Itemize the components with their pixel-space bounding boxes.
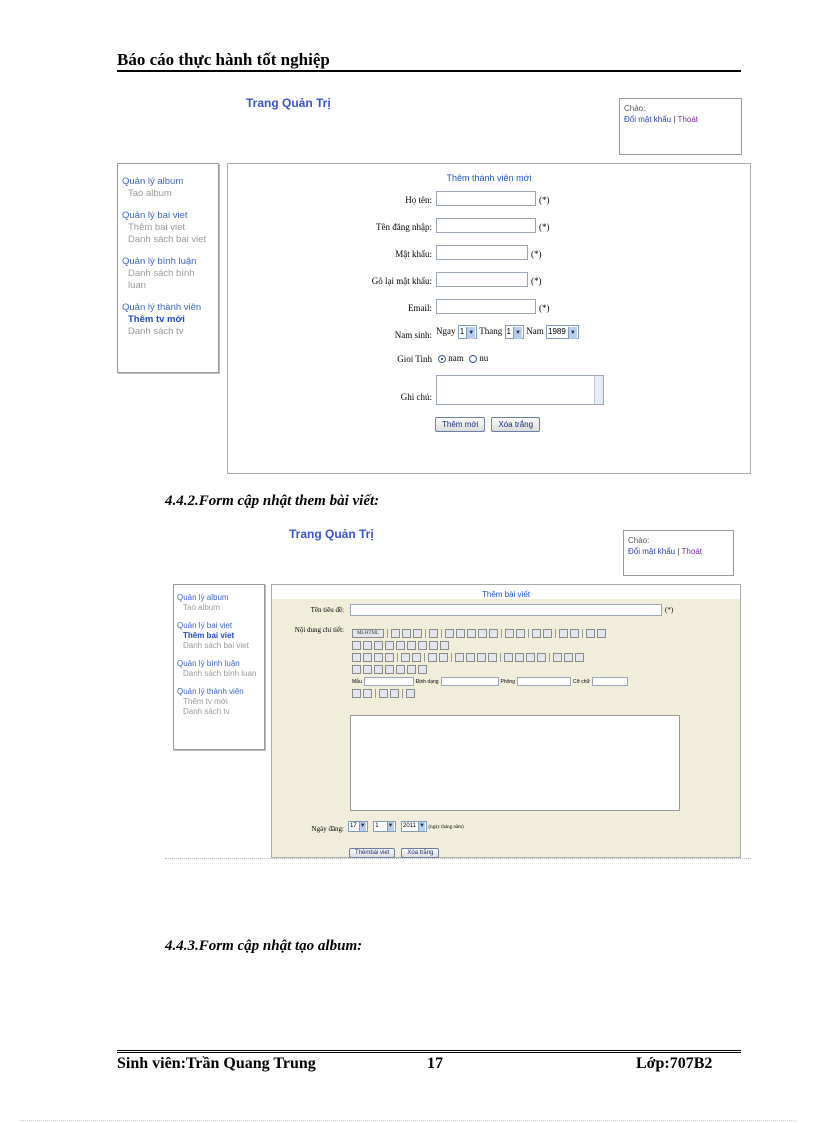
form-icon[interactable] bbox=[352, 641, 361, 650]
style-select[interactable] bbox=[364, 677, 414, 686]
underline-icon[interactable] bbox=[374, 653, 383, 662]
sidebar2-heading-members[interactable]: Quản lý thành viên bbox=[177, 687, 244, 696]
spellcheck-icon[interactable] bbox=[516, 629, 525, 638]
rich-text-editor bbox=[350, 625, 680, 811]
toolbar-row-4 bbox=[352, 664, 678, 675]
paste-text-icon[interactable] bbox=[478, 629, 487, 638]
username-label: Tên đăng nhập: bbox=[376, 222, 432, 232]
change-password-link-2[interactable]: Đổi mật khẩu bbox=[628, 547, 676, 556]
fullname-label: Họ tên: bbox=[405, 195, 432, 205]
footer-page-number: 17 bbox=[427, 1055, 443, 1072]
section-442-heading: 4.4.2.Form cập nhật them bài viết: bbox=[165, 493, 380, 509]
header-rule bbox=[117, 70, 741, 72]
birth-day-label: Ngay bbox=[436, 326, 456, 337]
gender-label: Gioi Tinh bbox=[397, 354, 432, 364]
chevron-down-icon: ▼ bbox=[568, 327, 577, 339]
table-icon[interactable] bbox=[374, 665, 383, 674]
member-form-actions bbox=[435, 414, 540, 432]
sidebar-item-add-article[interactable]: Thêm bai viet bbox=[128, 222, 186, 233]
bg-color-icon[interactable] bbox=[363, 689, 372, 698]
save-icon[interactable] bbox=[391, 629, 400, 638]
birth-month-select[interactable] bbox=[505, 325, 524, 339]
unlink-icon[interactable] bbox=[564, 653, 573, 662]
greeting-box bbox=[619, 98, 742, 155]
admin-title: Trang Quản Trị bbox=[246, 96, 331, 110]
footer-rule-top bbox=[117, 1050, 741, 1051]
button-field-icon[interactable] bbox=[418, 641, 427, 650]
sidebar-item-member-list[interactable]: Danh sách tv bbox=[128, 326, 184, 337]
gender-female-label: nu bbox=[479, 353, 489, 363]
div-icon[interactable] bbox=[488, 653, 497, 662]
editor-content-area[interactable] bbox=[350, 715, 680, 811]
find-icon[interactable] bbox=[559, 629, 568, 638]
add-member-panel bbox=[227, 163, 751, 474]
publish-month-value: 1 bbox=[375, 823, 379, 829]
chevron-down-icon: ▼ bbox=[418, 823, 425, 829]
new-page-icon[interactable] bbox=[402, 629, 411, 638]
section-443-heading: 4.4.3.Form cập nhật tạo album: bbox=[165, 938, 363, 954]
redo-icon[interactable] bbox=[543, 629, 552, 638]
link-separator: | bbox=[673, 115, 676, 124]
password-input[interactable] bbox=[436, 245, 528, 260]
templates-icon[interactable] bbox=[429, 629, 438, 638]
link-icon[interactable] bbox=[553, 653, 562, 662]
page-bottom-edge bbox=[20, 1120, 796, 1121]
article-title-label: Tên tiêu đề: bbox=[310, 606, 344, 614]
birth-year-label: Nam bbox=[526, 326, 544, 337]
smiley-icon[interactable] bbox=[396, 665, 405, 674]
blockquote-icon[interactable] bbox=[477, 653, 486, 662]
align-left-icon[interactable] bbox=[504, 653, 513, 662]
footer-rule-bottom bbox=[117, 1052, 741, 1053]
birth-row bbox=[436, 325, 579, 339]
article-content-label: Nội dung chi tiết: bbox=[294, 626, 344, 634]
gender-options bbox=[438, 353, 488, 363]
chevron-down-icon: ▼ bbox=[387, 823, 394, 829]
password-required: (*) bbox=[531, 249, 542, 259]
birth-month-label: Thang bbox=[479, 326, 503, 337]
subscript-icon[interactable] bbox=[401, 653, 410, 662]
format-label: Định dạng bbox=[415, 678, 439, 685]
cut-icon[interactable] bbox=[445, 629, 454, 638]
radio-icon[interactable] bbox=[374, 641, 383, 650]
select-all-icon[interactable] bbox=[586, 629, 595, 638]
sidebar2-item-comment-list[interactable]: Danh sách bình luan bbox=[183, 669, 257, 678]
toolbar-row-3 bbox=[352, 652, 678, 663]
publish-day-value: 17 bbox=[350, 823, 357, 829]
sidebar2-heading-comments[interactable]: Quản lý bình luận bbox=[177, 659, 240, 668]
password-label: Mật khẩu: bbox=[395, 249, 432, 259]
username-input[interactable] bbox=[436, 218, 536, 233]
retype-password-label: Gõ lại mật khẩu: bbox=[371, 276, 432, 286]
birth-year-select[interactable] bbox=[546, 325, 579, 339]
add-article-title: Thêm bài viết bbox=[481, 590, 531, 599]
email-label: Email: bbox=[408, 303, 432, 313]
logout-link-2[interactable]: Thoát bbox=[681, 547, 702, 556]
add-member-button[interactable]: Thêm mới bbox=[435, 417, 485, 432]
replace-icon[interactable] bbox=[570, 629, 579, 638]
footer-student: Sinh viên:Trần Quang Trung bbox=[117, 1055, 316, 1072]
toolbar-row-5 bbox=[352, 676, 678, 687]
publish-date-label: Ngày đăng: bbox=[311, 825, 344, 833]
sidebar-item-create-album[interactable]: Tao album bbox=[128, 188, 172, 199]
email-required: (*) bbox=[539, 303, 550, 313]
superscript-icon[interactable] bbox=[412, 653, 421, 662]
footer-class: Lớp:707B2 bbox=[636, 1055, 713, 1072]
sidebar-item-add-member[interactable]: Thêm tv mới bbox=[128, 314, 185, 325]
retype-password-required: (*) bbox=[531, 276, 542, 286]
page-break-icon[interactable] bbox=[418, 665, 427, 674]
greeting-box-2 bbox=[623, 530, 734, 576]
publish-year-value: 2011 bbox=[403, 823, 416, 829]
retype-password-input[interactable] bbox=[436, 272, 528, 287]
show-blocks-icon[interactable] bbox=[390, 689, 399, 698]
add-article-button[interactable]: Thêmbài viet bbox=[349, 848, 395, 858]
textarea-icon[interactable] bbox=[396, 641, 405, 650]
clear-article-button[interactable]: Xóa trắng bbox=[401, 848, 439, 858]
source-button[interactable]: Mã HTML bbox=[352, 629, 384, 638]
outdent-icon[interactable] bbox=[455, 653, 464, 662]
numbered-list-icon[interactable] bbox=[428, 653, 437, 662]
sidebar-heading-album[interactable]: Quản lý album bbox=[122, 176, 184, 187]
editor-toolbar bbox=[350, 625, 680, 703]
anchor-icon[interactable] bbox=[575, 653, 584, 662]
paste-word-icon[interactable] bbox=[489, 629, 498, 638]
maximize-icon[interactable] bbox=[379, 689, 388, 698]
select-field-icon[interactable] bbox=[407, 641, 416, 650]
sidebar2-item-add-member[interactable]: Thêm tv mới bbox=[183, 697, 228, 706]
toolbar-row-6 bbox=[352, 688, 678, 699]
bulleted-list-icon[interactable] bbox=[439, 653, 448, 662]
birth-month-value: 1 bbox=[506, 327, 511, 336]
toolbar-row-2 bbox=[352, 640, 678, 651]
article-form-actions bbox=[349, 841, 439, 859]
publish-day-select[interactable] bbox=[348, 821, 368, 832]
admin-sidebar bbox=[117, 163, 219, 373]
fullname-required: (*) bbox=[539, 195, 550, 205]
publish-year-select[interactable] bbox=[401, 821, 427, 832]
document-header-title: Báo cáo thực hành tốt nghiệp bbox=[117, 50, 330, 69]
size-label: Cỡ chữ bbox=[573, 678, 590, 685]
italic-icon[interactable] bbox=[363, 653, 372, 662]
greeting-text-2: Chào: bbox=[628, 536, 650, 545]
publish-date-row bbox=[348, 821, 464, 832]
note-scrollbar[interactable] bbox=[594, 376, 603, 404]
image-icon[interactable] bbox=[352, 665, 361, 674]
article-title-input[interactable] bbox=[350, 604, 662, 616]
sidebar2-item-add-article[interactable]: Thêm bai viet bbox=[183, 631, 235, 640]
print-icon[interactable] bbox=[505, 629, 514, 638]
sidebar2-heading-articles[interactable]: Quản lý bai viet bbox=[177, 621, 233, 630]
gender-female-radio[interactable] bbox=[469, 355, 477, 363]
publish-date-hint: (ngày tháng năm) bbox=[428, 824, 464, 830]
bold-icon[interactable] bbox=[352, 653, 361, 662]
birth-label: Nam sinh: bbox=[394, 330, 432, 340]
align-center-icon[interactable] bbox=[515, 653, 524, 662]
align-right-icon[interactable] bbox=[526, 653, 535, 662]
gender-male-label: nam bbox=[448, 353, 464, 363]
format-select[interactable] bbox=[441, 677, 499, 686]
chevron-down-icon: ▼ bbox=[359, 823, 366, 829]
horizontal-rule-icon[interactable] bbox=[385, 665, 394, 674]
image-button-icon[interactable] bbox=[429, 641, 438, 650]
style-label: Mẫu bbox=[352, 678, 362, 685]
textfield-icon[interactable] bbox=[385, 641, 394, 650]
logout-link[interactable]: Thoát bbox=[677, 115, 698, 124]
copy-icon[interactable] bbox=[456, 629, 465, 638]
link-separator-2: | bbox=[677, 547, 680, 556]
chevron-down-icon: ▼ bbox=[513, 327, 522, 339]
email-input[interactable] bbox=[436, 299, 536, 314]
change-password-link[interactable]: Đổi mật khẩu bbox=[624, 115, 672, 124]
toolbar-row-1 bbox=[352, 628, 678, 639]
admin-title-2: Trang Quản Trị bbox=[289, 527, 374, 541]
note-label: Ghi chú: bbox=[400, 392, 432, 402]
indent-icon[interactable] bbox=[466, 653, 475, 662]
article-title-required: (*) bbox=[665, 606, 674, 614]
sidebar2-item-create-album[interactable]: Tao album bbox=[183, 603, 220, 612]
username-required: (*) bbox=[539, 222, 550, 232]
flash-icon[interactable] bbox=[363, 665, 372, 674]
note-textarea[interactable] bbox=[436, 375, 604, 405]
birth-day-select[interactable] bbox=[458, 325, 477, 339]
align-justify-icon[interactable] bbox=[537, 653, 546, 662]
add-member-title: Thêm thành viên mới bbox=[446, 173, 532, 183]
birth-day-value: 1 bbox=[459, 327, 465, 336]
sidebar-heading-articles[interactable]: Quản lý bai viet bbox=[122, 210, 188, 221]
admin-sidebar-2 bbox=[173, 584, 265, 750]
strike-icon[interactable] bbox=[385, 653, 394, 662]
text-color-icon[interactable] bbox=[352, 689, 361, 698]
sidebar2-item-member-list[interactable]: Danh sách tv bbox=[183, 707, 230, 716]
greeting-text: Chào: bbox=[624, 104, 646, 113]
font-select[interactable] bbox=[517, 677, 571, 686]
undo-icon[interactable] bbox=[532, 629, 541, 638]
fullname-input[interactable] bbox=[436, 191, 536, 206]
font-label: Phông bbox=[500, 678, 515, 685]
sidebar2-heading-album[interactable]: Quản lý album bbox=[177, 593, 229, 602]
add-article-panel bbox=[271, 584, 741, 858]
screenshot-bottom-edge bbox=[165, 858, 751, 859]
sidebar2-item-article-list[interactable]: Danh sách bai viet bbox=[183, 641, 249, 650]
sidebar-item-comment-list[interactable]: Danh sách bình luan bbox=[128, 268, 195, 291]
sidebar-heading-members[interactable]: Quản lý thành viên bbox=[122, 302, 202, 313]
sidebar-item-article-list[interactable]: Danh sách bai viet bbox=[128, 234, 207, 245]
special-char-icon[interactable] bbox=[407, 665, 416, 674]
clear-member-button[interactable]: Xóa trắng bbox=[491, 417, 540, 432]
preview-icon[interactable] bbox=[413, 629, 422, 638]
sidebar-heading-comments[interactable]: Quản lý bình luận bbox=[122, 256, 197, 267]
paste-icon[interactable] bbox=[467, 629, 476, 638]
birth-year-value: 1989 bbox=[548, 327, 566, 336]
about-icon[interactable] bbox=[406, 689, 415, 698]
remove-format-icon[interactable] bbox=[597, 629, 606, 638]
hidden-field-icon[interactable] bbox=[440, 641, 449, 650]
checkbox-icon[interactable] bbox=[363, 641, 372, 650]
chevron-down-icon: ▼ bbox=[466, 327, 475, 339]
size-select[interactable] bbox=[592, 677, 628, 686]
publish-month-select[interactable] bbox=[373, 821, 395, 832]
gender-male-radio[interactable] bbox=[438, 355, 446, 363]
